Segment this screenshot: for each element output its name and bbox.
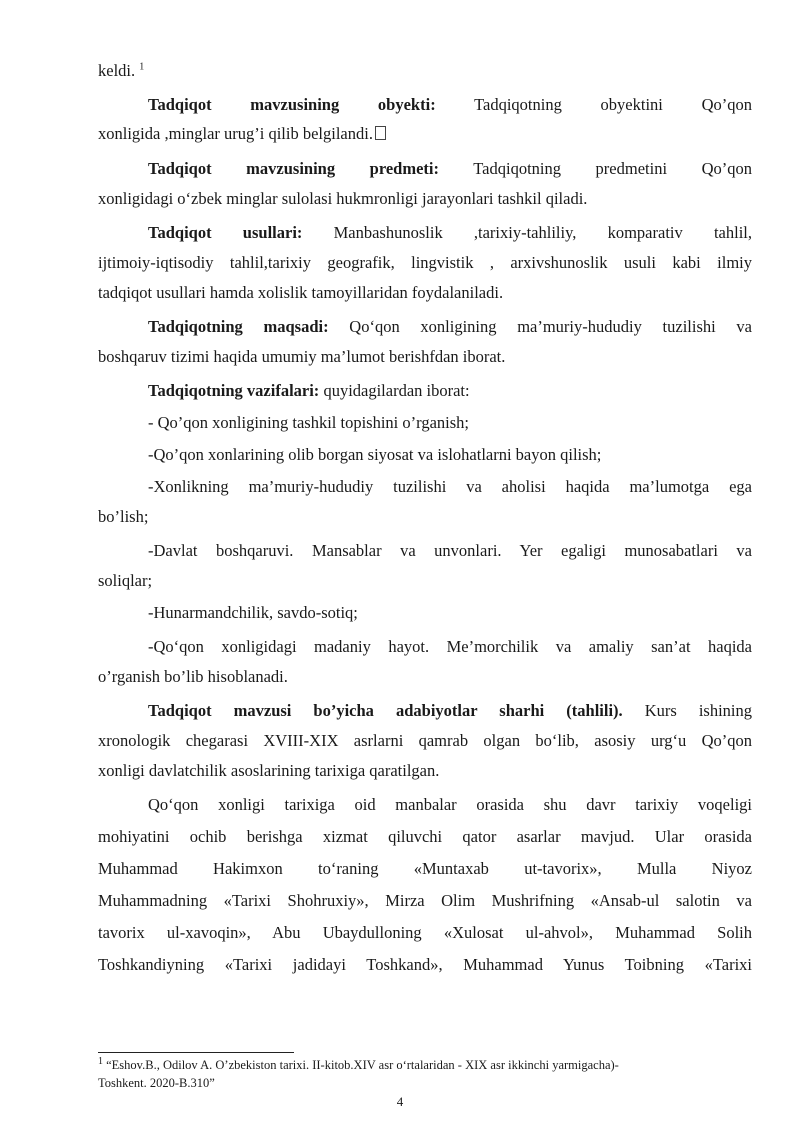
text-line: boshqaruv tizimi haqida umumiy ma’lumot berishfdan iborat. xyxy=(98,347,506,366)
missing-glyph-icon xyxy=(375,126,386,140)
object-paragraph: Tadqiqot mavzusining obyekti: Tadqiqotning obyektini Qo’qon xyxy=(148,95,752,114)
text-line: soliqlar; xyxy=(98,571,153,590)
list-item: -Qo’qon xonlarining olib borgan siyosat va islohatlarni bayon qilish; xyxy=(148,445,602,464)
goal-paragraph: Tadqiqotning maqsadi: Qo‘qon xonligining ma’muriy-hududiy tuzilishi va xyxy=(148,317,752,336)
object-label: Tadqiqot mavzusining obyekti: xyxy=(148,95,436,114)
text-line: bo’lish; xyxy=(98,507,149,526)
methods-label: Tadqiqot usullari: xyxy=(148,223,303,242)
text-line: Toshkandiyning «Tarixi jadidayi Toshkand», Muhammad Yunus Toibning «Tarixi xyxy=(98,955,752,974)
text-line: tavorix ul-xavoqin», Abu Ubaydulloning «Xulosat ul-ahvol», Muhammad Solih xyxy=(98,923,752,942)
list-item: -Hunarmandchilik, savdo-sotiq; xyxy=(148,603,358,622)
text-line: Muhammad Hakimxon to‘raning «Muntaxab ut-tavorix», Mulla Niyoz xyxy=(98,859,752,878)
text-line: o’rganish bo’lib hisoblanadi. xyxy=(98,667,288,686)
text-line: xonligi davlatchilik asoslarining tarixiga qaratilgan. xyxy=(98,761,440,780)
text-line: Muhammadning «Tarixi Shohruxiy», Mirza Olim Mushrifning «Ansab-ul salotin va xyxy=(98,891,752,910)
text-line: tadqiqot usullari hamda xolislik tamoyillaridan foydalaniladi. xyxy=(98,283,504,302)
list-item: - Qo’qon xonligining tashkil topishini o’rganish; xyxy=(148,413,469,432)
text-line: keldi. $^1$ xyxy=(98,61,145,80)
footnote-mark: 1 xyxy=(98,1055,103,1067)
text-line: mohiyatini ochib berishga xizmat qiluvchi qator asarlar mavjud. Ular orasida xyxy=(98,827,752,846)
review-label: Tadqiqot mavzusi bo’yicha adabiyotlar sharhi (tahlili). xyxy=(148,701,623,720)
text-line: xonligidagi o‘zbek minglar sulolasi hukmronligi jarayonlari tashkil qiladi. xyxy=(98,189,588,208)
tasks-label: Tadqiqotning vazifalari: xyxy=(148,381,320,400)
footnote-ref[interactable]: 1 xyxy=(139,61,145,73)
page-number: 4 xyxy=(396,1094,404,1109)
review-paragraph: Tadqiqot mavzusi bo’yicha adabiyotlar sharhi (tahlili). Kurs ishining xyxy=(148,701,752,720)
tasks-heading: Tadqiqotning vazifalari: quyidagilardan iborat: xyxy=(148,381,470,400)
subject-label: Tadqiqot mavzusining predmeti: xyxy=(148,159,439,178)
list-item: -Qo‘qon xonligidagi madaniy hayot. Me’morchilik va amaliy san’at haqida xyxy=(148,637,752,656)
footnote: $^1$ “Eshov.B., Odilov A. O’zbekiston tarixi. II-kitob.XIV asr o‘rtalaridan - XIX asr ikkinchi yarmigacha)- xyxy=(98,1055,619,1072)
footnote-divider xyxy=(98,1052,294,1053)
text-line: Qo‘qon xonligi tarixiga oid manbalar orasida shu davr tarixiy voqeligi xyxy=(148,795,752,814)
list-item: -Davlat boshqaruvi. Mansablar va unvonlari. Yer egaligi munosabatlari va xyxy=(148,541,752,560)
footnote-line: Toshkent. 2020-B.310” xyxy=(98,1076,215,1090)
text-line: ijtimoiy-iqtisodiy tahlil,tarixiy geografik, lingvistik , arxivshunoslik usuli kabi ilmiy xyxy=(98,253,752,272)
list-item: -Xonlikning ma’muriy-hududiy tuzilishi va aholisi haqida ma’lumotga ega xyxy=(148,477,752,496)
goal-label: Tadqiqotning maqsadi: xyxy=(148,317,329,336)
text-line: xronologik chegarasi XVIII-XIX asrlarni qamrab olgan bo‘lib, asosiy urg‘u Qo’qon xyxy=(98,731,752,750)
methods-paragraph: Tadqiqot usullari: Manbashunoslik ,tarixiy-tahliliy, komparativ tahlil, xyxy=(148,223,752,242)
subject-paragraph: Tadqiqot mavzusining predmeti: Tadqiqotning predmetini Qo’qon xyxy=(148,159,753,178)
text-line: xonligida ,minglar urug’i qilib belgilandi. xyxy=(98,123,752,145)
